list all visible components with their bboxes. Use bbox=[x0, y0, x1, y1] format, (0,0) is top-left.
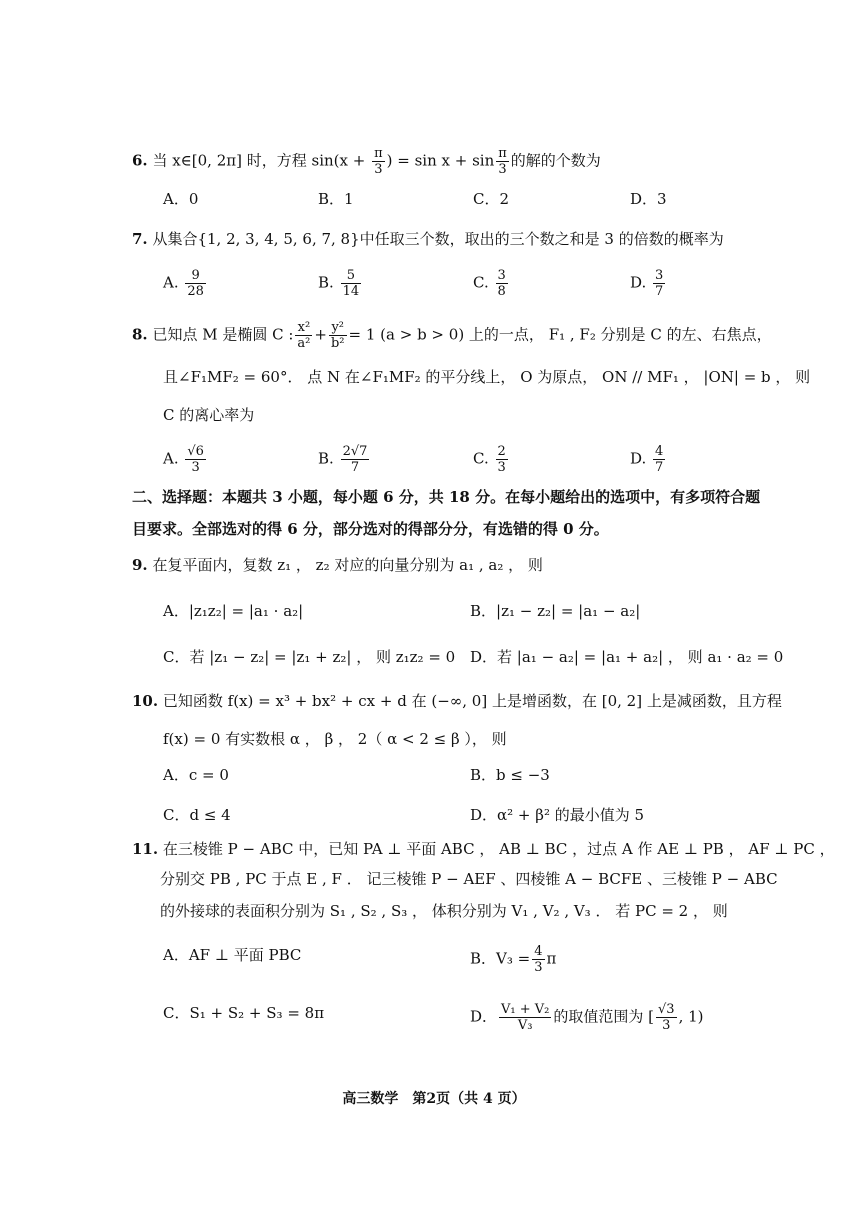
fraction bbox=[341, 444, 370, 475]
option-c: C．d ≤ 4 bbox=[163, 806, 231, 824]
numerator: π bbox=[498, 146, 507, 161]
denominator: 14 bbox=[342, 284, 360, 299]
numerator: 4 bbox=[534, 944, 543, 959]
option-d: D．α² + β² 的最小值为 5 bbox=[470, 806, 645, 824]
fraction bbox=[532, 944, 544, 975]
question-6-stem bbox=[132, 146, 601, 177]
numerator: 3 bbox=[655, 268, 664, 283]
option-a: A．AF ⊥ 平面 PBC bbox=[163, 946, 302, 964]
question-number: 11. bbox=[132, 840, 159, 858]
stem-text: 已知函数 f(x) = x³ + bx² + cx + d 在 (−∞, 0] 上是增函数，在 [0, 2] 上是减函数，且方程 bbox=[162, 692, 782, 710]
fraction bbox=[653, 268, 665, 299]
option-text: B．V₃ = bbox=[470, 949, 531, 968]
option-a: A．c = 0 bbox=[163, 766, 229, 784]
numerator: π bbox=[374, 146, 383, 161]
stem-text: 的解的个数为 bbox=[510, 151, 601, 170]
denominator: 3 bbox=[534, 960, 543, 975]
fraction bbox=[496, 444, 508, 475]
denominator: 3 bbox=[662, 1018, 671, 1033]
option-label: B. bbox=[318, 273, 334, 292]
option-c: C．S₁ + S₂ + S₃ = 8π bbox=[163, 1004, 325, 1022]
section-header-line1: 二、选择题：本题共 3 小题，每小题 6 分，共 18 分。在每小题给出的选项中，有多项符合题 bbox=[132, 488, 761, 506]
fraction bbox=[185, 268, 206, 299]
option-label: C. bbox=[473, 273, 489, 292]
fraction bbox=[656, 1002, 677, 1033]
option-label: D. bbox=[630, 449, 647, 468]
denominator: a² bbox=[297, 336, 311, 351]
question-8-line2: 且∠F₁MF₂ = 60°． 点 N 在∠F₁MF₂ 的平分线上， O 为原点， ON // MF₁ ， |ON| = b ， 则 bbox=[163, 368, 811, 386]
option-a bbox=[163, 268, 208, 299]
question-9-stem bbox=[132, 554, 543, 576]
question-10-line2: f(x) = 0 有实数根 α ， β ， 2（ α < 2 ≤ β ）， 则 bbox=[163, 730, 507, 748]
fraction bbox=[185, 444, 206, 475]
option-d: D．若 |a₁ − a₂| = |a₁ + a₂| ， 则 a₁ · a₂ = 0 bbox=[470, 648, 784, 666]
page-footer: 高三数学 第2页（共 4 页） bbox=[342, 1091, 526, 1107]
fraction bbox=[372, 146, 385, 177]
denominator: 3 bbox=[191, 460, 200, 475]
option-c bbox=[473, 444, 510, 475]
option-b: B．b ≤ −3 bbox=[470, 766, 550, 784]
fraction bbox=[329, 320, 347, 351]
question-number: 9. bbox=[132, 556, 148, 574]
numerator: √6 bbox=[187, 444, 204, 459]
numerator: 4 bbox=[655, 444, 664, 459]
stem-text: 在复平面内，复数 z₁ ， z₂ 对应的向量分别为 a₁ , a₂ ， 则 bbox=[152, 556, 543, 574]
question-11-line1 bbox=[132, 838, 835, 860]
denominator: 7 bbox=[655, 284, 664, 299]
denominator: 3 bbox=[498, 162, 507, 177]
fraction bbox=[496, 146, 509, 177]
stem-text: = 1 (a > b > 0) 上的一点， F₁ , F₂ 分别是 C 的左、右焦点， bbox=[348, 325, 772, 344]
question-number: 6. bbox=[132, 151, 148, 170]
fraction bbox=[341, 268, 362, 299]
option-label: A. bbox=[163, 273, 179, 292]
numerator: √3 bbox=[658, 1002, 675, 1017]
stem-text: 在三棱锥 P − ABC 中，已知 PA ⊥ 平面 ABC ， AB ⊥ BC ，过点 A 作 AE ⊥ PB ， AF ⊥ PC ， bbox=[162, 840, 835, 858]
denominator: b² bbox=[330, 336, 345, 351]
option-label: C. bbox=[473, 449, 489, 468]
option-b bbox=[470, 944, 556, 975]
denominator: 8 bbox=[497, 284, 506, 299]
option-text: , 1) bbox=[678, 1007, 704, 1026]
option-d: D．3 bbox=[630, 190, 667, 208]
denominator: 3 bbox=[374, 162, 383, 177]
option-text: D． bbox=[470, 1007, 498, 1026]
stem-text: 当 x∈[0, 2π] 时，方程 sin(x + bbox=[152, 151, 371, 170]
option-label: D. bbox=[630, 273, 647, 292]
denominator: 3 bbox=[497, 460, 506, 475]
option-a bbox=[163, 444, 208, 475]
option-b: B．1 bbox=[318, 190, 354, 208]
numerator: 2√7 bbox=[342, 444, 368, 459]
numerator: 5 bbox=[341, 268, 362, 284]
fraction bbox=[295, 320, 312, 351]
numerator: V₁ + V₂ bbox=[501, 1002, 550, 1017]
option-d bbox=[630, 444, 667, 475]
stem-text: ) = sin x + sin bbox=[386, 151, 495, 170]
numerator: 9 bbox=[185, 268, 206, 284]
option-b bbox=[318, 268, 363, 299]
stem-text: 从集合{1, 2, 3, 4, 5, 6, 7, 8}中任取三个数，取出的三个数之和是 3 的倍数的概率为 bbox=[152, 230, 724, 248]
numerator: y² bbox=[329, 320, 347, 336]
denominator: 7 bbox=[655, 460, 664, 475]
option-text: 的取值范围为 [ bbox=[553, 1007, 655, 1026]
question-10-line1 bbox=[132, 690, 782, 712]
question-7-stem bbox=[132, 228, 724, 250]
option-b: B．|z₁ − z₂| = |a₁ − a₂| bbox=[470, 602, 641, 620]
option-c bbox=[473, 268, 510, 299]
question-number: 7. bbox=[132, 230, 148, 248]
option-d bbox=[470, 1002, 704, 1033]
option-d bbox=[630, 268, 667, 299]
denominator: 7 bbox=[350, 460, 360, 475]
option-label: A. bbox=[163, 449, 179, 468]
stem-text: + bbox=[314, 325, 327, 344]
question-number: 10. bbox=[132, 692, 159, 710]
fraction bbox=[499, 1002, 551, 1033]
fraction bbox=[653, 444, 665, 475]
numerator: 3 bbox=[497, 268, 506, 283]
denominator: 28 bbox=[187, 284, 204, 299]
question-number: 8. bbox=[132, 325, 148, 344]
numerator: 2 bbox=[497, 444, 506, 459]
question-11-line2: 分别交 PB , PC 于点 E , F ． 记三棱锥 P − AEF 、四棱锥 A − BCFE 、三棱锥 P − ABC bbox=[160, 870, 778, 888]
option-c: C．2 bbox=[473, 190, 510, 208]
question-8-line3: C 的离心率为 bbox=[163, 406, 255, 424]
numerator: x² bbox=[295, 320, 312, 336]
question-11-line3: 的外接球的表面积分别为 S₁ , S₂ , S₃ ， 体积分别为 V₁ , V₂ , V₃ ． 若 PC = 2 ， 则 bbox=[160, 902, 728, 920]
option-b bbox=[318, 444, 371, 475]
question-8-line1 bbox=[132, 320, 772, 351]
denominator: V₃ bbox=[517, 1018, 533, 1033]
option-text: π bbox=[546, 949, 557, 968]
option-label: B. bbox=[318, 449, 334, 468]
option-c: C．若 |z₁ − z₂| = |z₁ + z₂| ， 则 z₁z₂ = 0 bbox=[163, 648, 456, 666]
option-a: A．|z₁z₂| = |a₁ · a₂| bbox=[163, 602, 304, 620]
fraction bbox=[496, 268, 508, 299]
section-header-line2: 目要求。全部选对的得 6 分，部分选对的得部分分，有选错的得 0 分。 bbox=[132, 520, 609, 538]
option-a: A．0 bbox=[163, 190, 199, 208]
stem-text: 已知点 M 是椭圆 C : bbox=[152, 325, 294, 344]
